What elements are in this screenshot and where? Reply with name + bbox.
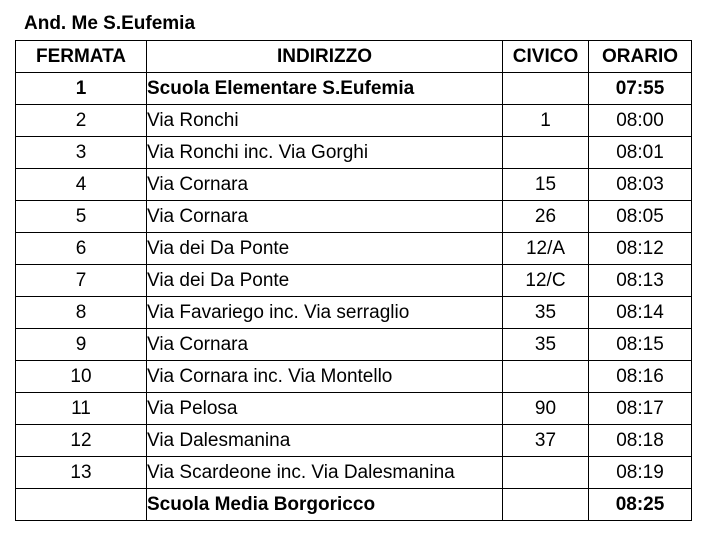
cell-fermata: 4 — [16, 169, 147, 201]
cell-fermata: 8 — [16, 297, 147, 329]
cell-orario: 08:13 — [589, 265, 692, 297]
cell-fermata: 6 — [16, 233, 147, 265]
cell-civico: 1 — [503, 105, 589, 137]
cell-civico: 12/C — [503, 265, 589, 297]
cell-indirizzo: Via Ronchi inc. Via Gorghi — [147, 137, 503, 169]
cell-indirizzo: Scuola Elementare S.Eufemia — [147, 73, 503, 105]
table-body — [16, 73, 692, 521]
table-row — [16, 73, 692, 105]
cell-civico: 35 — [503, 297, 589, 329]
cell-civico — [503, 489, 589, 521]
cell-orario: 07:55 — [589, 73, 692, 105]
cell-civico: 35 — [503, 329, 589, 361]
header-orario: ORARIO — [589, 41, 692, 73]
cell-orario: 08:03 — [589, 169, 692, 201]
cell-fermata: 1 — [16, 73, 147, 105]
table-row — [16, 105, 692, 137]
table-row — [16, 169, 692, 201]
cell-orario: 08:14 — [589, 297, 692, 329]
cell-indirizzo: Via Cornara — [147, 169, 503, 201]
table-row — [16, 233, 692, 265]
cell-orario: 08:12 — [589, 233, 692, 265]
cell-civico — [503, 73, 589, 105]
cell-civico: 26 — [503, 201, 589, 233]
cell-orario: 08:19 — [589, 457, 692, 489]
cell-indirizzo: Scuola Media Borgoricco — [147, 489, 503, 521]
cell-civico — [503, 457, 589, 489]
table-row — [16, 297, 692, 329]
cell-fermata: 2 — [16, 105, 147, 137]
cell-civico: 15 — [503, 169, 589, 201]
table-row — [16, 265, 692, 297]
cell-fermata: 9 — [16, 329, 147, 361]
cell-orario: 08:15 — [589, 329, 692, 361]
cell-fermata — [16, 489, 147, 521]
header-fermata: FERMATA — [16, 41, 147, 73]
header-indirizzo: INDIRIZZO — [147, 41, 503, 73]
table-row — [16, 329, 692, 361]
cell-fermata: 3 — [16, 137, 147, 169]
cell-fermata: 12 — [16, 425, 147, 457]
cell-indirizzo: Via Cornara inc. Via Montello — [147, 361, 503, 393]
page-title: And. Me S.Eufemia — [24, 13, 196, 34]
cell-indirizzo: Via Cornara — [147, 201, 503, 233]
table-row — [16, 393, 692, 425]
table-row — [16, 425, 692, 457]
cell-fermata: 13 — [16, 457, 147, 489]
table-row — [16, 201, 692, 233]
cell-orario: 08:16 — [589, 361, 692, 393]
cell-fermata: 10 — [16, 361, 147, 393]
table-row — [16, 457, 692, 489]
cell-fermata: 7 — [16, 265, 147, 297]
cell-indirizzo: Via dei Da Ponte — [147, 265, 503, 297]
cell-indirizzo: Via Ronchi — [147, 105, 503, 137]
cell-indirizzo: Via Cornara — [147, 329, 503, 361]
cell-civico: 12/A — [503, 233, 589, 265]
cell-fermata: 5 — [16, 201, 147, 233]
table-row — [16, 361, 692, 393]
cell-orario: 08:17 — [589, 393, 692, 425]
cell-civico — [503, 361, 589, 393]
cell-orario: 08:01 — [589, 137, 692, 169]
cell-indirizzo: Via Favariego inc. Via serraglio — [147, 297, 503, 329]
table-row — [16, 489, 692, 521]
cell-orario: 08:05 — [589, 201, 692, 233]
table-header-row — [16, 41, 692, 73]
cell-civico: 37 — [503, 425, 589, 457]
cell-orario: 08:18 — [589, 425, 692, 457]
cell-orario: 08:00 — [589, 105, 692, 137]
cell-indirizzo: Via Dalesmanina — [147, 425, 503, 457]
cell-indirizzo: Via Pelosa — [147, 393, 503, 425]
table-row — [16, 137, 692, 169]
cell-indirizzo: Via Scardeone inc. Via Dalesmanina — [147, 457, 503, 489]
cell-fermata: 11 — [16, 393, 147, 425]
cell-civico — [503, 137, 589, 169]
cell-indirizzo: Via dei Da Ponte — [147, 233, 503, 265]
header-civico: CIVICO — [503, 41, 589, 73]
schedule-table — [15, 40, 692, 521]
cell-civico: 90 — [503, 393, 589, 425]
cell-orario: 08:25 — [589, 489, 692, 521]
